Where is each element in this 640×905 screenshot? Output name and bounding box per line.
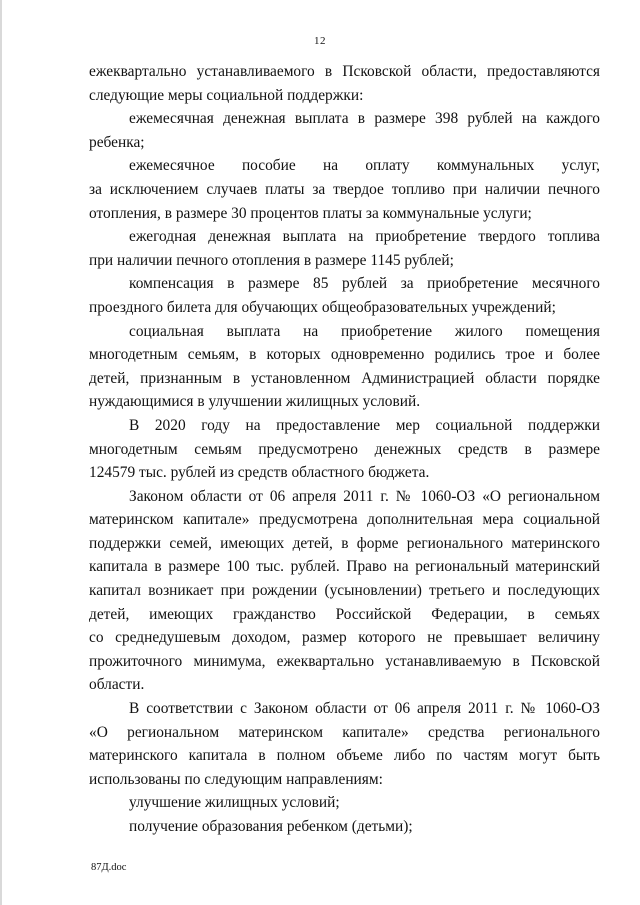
text-line: ежеквартально устанавливаемого в Псковской области, предоставляются <box>89 63 600 80</box>
text-line: ежегодная денежная выплата на приобретение твердого топлива <box>129 228 600 246</box>
text-line: использованы по следующим направлениям: <box>89 770 383 788</box>
text-line: нуждающимися в улучшении жилищных условий. <box>89 393 421 411</box>
text-line: «О региональном материнском капитале» средства регионального <box>89 723 600 741</box>
text-line: детей, признанным в установленном Администрацией области порядке <box>89 369 600 387</box>
text-line: со среднедушевым доходом, размер которого не превышает величину <box>89 629 600 647</box>
text-line: проездного билета для обучающих общеобразовательных учреждений; <box>89 298 556 316</box>
text-line: материнском капитале» предусмотрена дополнительная мера социальной <box>89 511 600 529</box>
text-line: Законом области от 06 апреля 2011 г. № 1060-ОЗ «О региональном <box>129 487 600 505</box>
text-line: прожиточного минимума, ежеквартально устанавливаемую в Псковской <box>89 652 600 670</box>
text-line: компенсация в размере 85 рублей за приобретение месячного <box>129 275 600 293</box>
file-name-footer: 87Д.doc <box>91 862 127 873</box>
text-line: за исключением случаев платы за твердое топливо при наличии печного <box>89 180 600 198</box>
text-line: 124579 тыс. рублей из средств областного бюджета. <box>89 464 430 482</box>
text-line: многодетным семьям предусмотрено денежных средств в размере <box>89 440 600 458</box>
text-line: ежемесячное пособие на оплату коммунальных услуг, <box>129 157 600 175</box>
text-line: капитала в размере 100 тыс. рублей. Право на региональный материнский <box>89 558 600 576</box>
text-line: ежемесячная денежная выплата в размере 398 рублей на каждого <box>129 110 600 128</box>
text-line: получение образования ребенком (детьми); <box>129 818 413 835</box>
text-line: социальная выплата на приобретение жилого помещения <box>129 322 600 340</box>
page-edge <box>0 0 2 905</box>
text-line: В соответствии с Законом области от 06 апреля 2011 г. № 1060-ОЗ <box>129 700 600 718</box>
text-line: детей, имеющих гражданство Российской Федерации, в семьях <box>89 605 600 623</box>
text-line: материнского капитала в полном объеме либо по частям могут быть <box>89 747 600 765</box>
text-line: следующие меры социальной поддержки: <box>89 86 364 104</box>
text-line: при наличии печного отопления в размере 1145 рублей; <box>89 251 454 269</box>
text-line: улучшение жилищных условий; <box>129 794 340 812</box>
document-body <box>89 60 600 839</box>
text-line: отопления, в размере 30 процентов платы за коммунальные услуги; <box>89 204 532 222</box>
text-line: В 2020 году на предоставление мер социальной поддержки <box>129 416 600 434</box>
text-line: поддержки семей, имеющих детей, в форме регионального материнского <box>89 534 600 552</box>
page-number: 12 <box>314 35 326 47</box>
text-line: области. <box>89 676 145 694</box>
text-line: многодетным семьям, в которых одновременно родились трое и более <box>89 346 600 364</box>
text-line: капитал возникает при рождении (усыновлении) третьего и последующих <box>89 582 600 600</box>
text-line: ребенка; <box>89 133 145 151</box>
